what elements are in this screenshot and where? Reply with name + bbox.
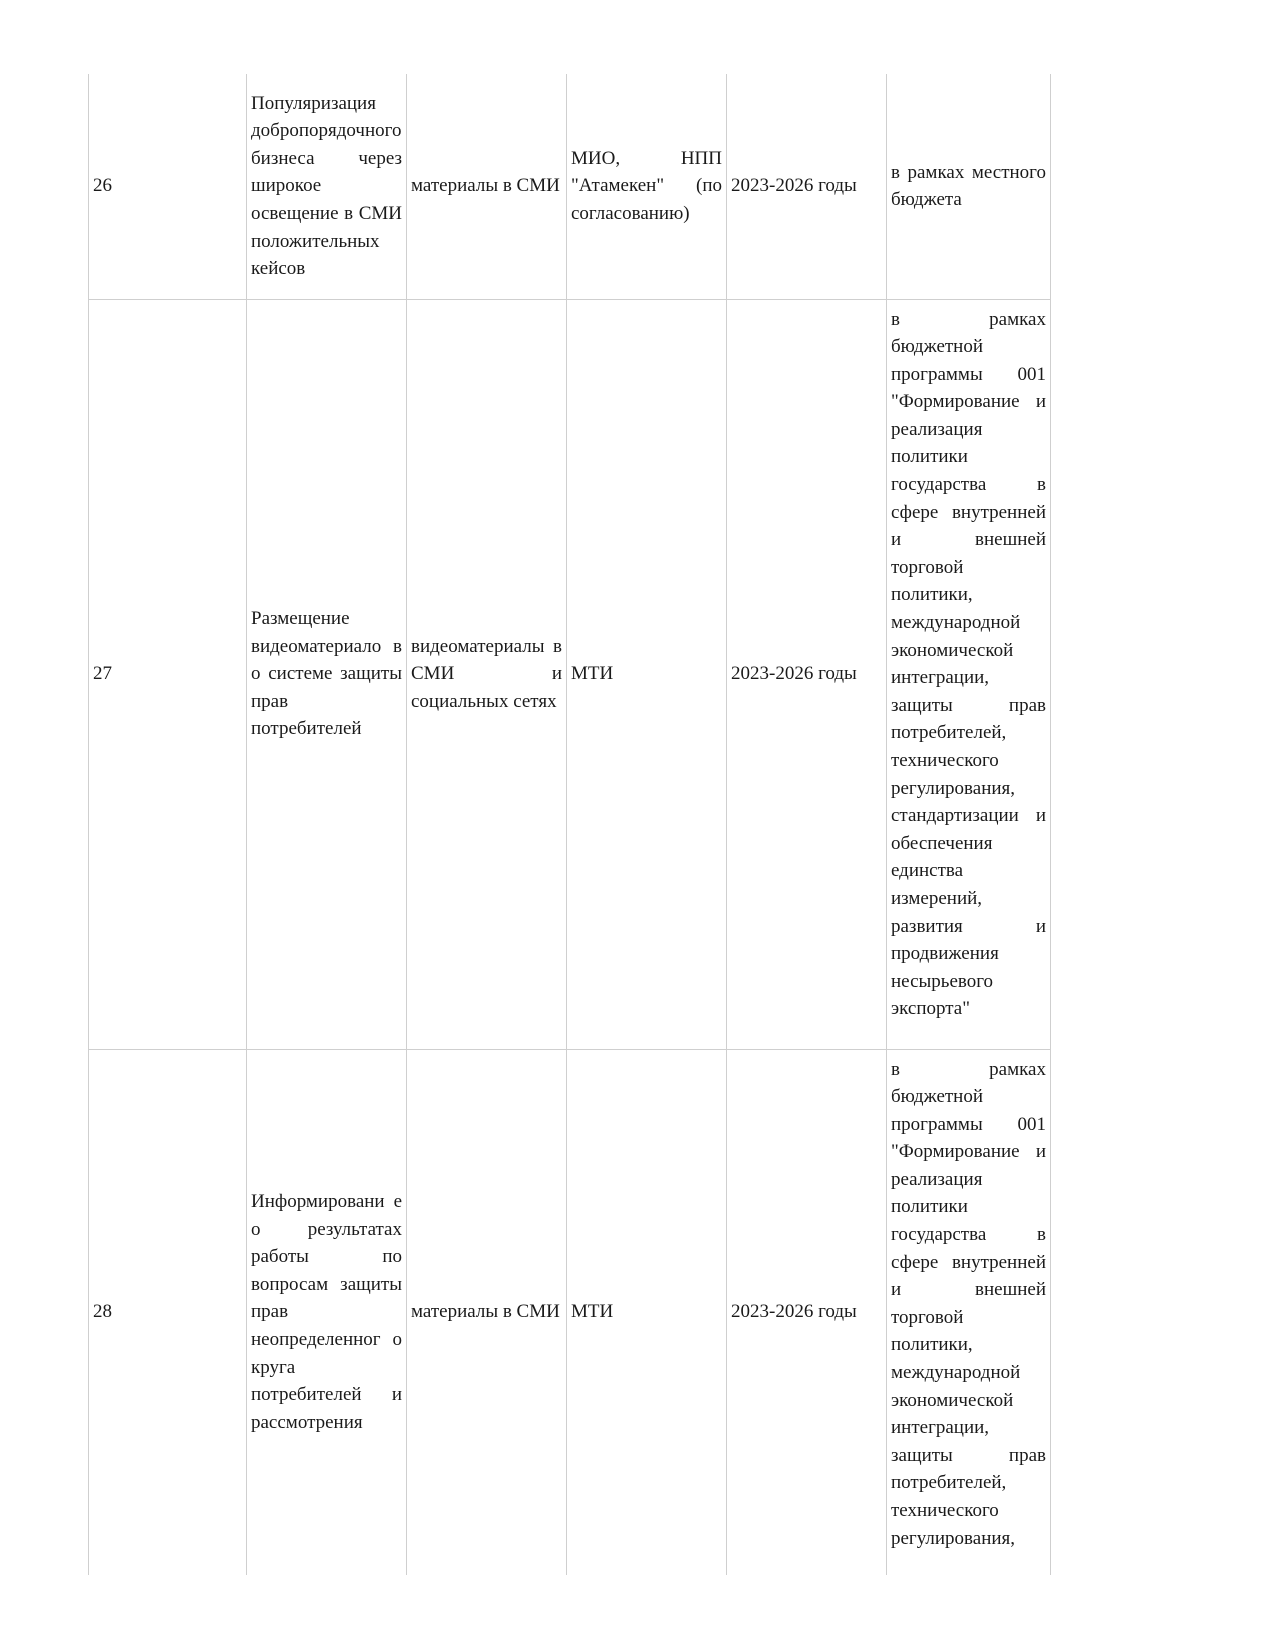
funding-cell: в рамках бюджетной программы 001 "Формирование и реализация политики государства в сфере внутренней и внешней торговой политики, международной экономической интеграции, защиты прав потребителей, технического регулирования, bbox=[887, 1049, 1051, 1575]
table-row bbox=[89, 1049, 1051, 1575]
event-cell: Информировани е о результатах работы по вопросам защиты прав неопределенног о круга потребителей и рассмотрения bbox=[247, 1049, 407, 1575]
event-cell: Популяризация добропорядочного бизнеса через широкое освещение в СМИ положительных кейсов bbox=[247, 74, 407, 299]
period-cell: 2023-2026 годы bbox=[727, 1049, 887, 1575]
funding-cell: в рамках бюджетной программы 001 "Формирование и реализация политики государства в сфере внутренней и внешней торговой политики, международной экономической интеграции, защиты прав потребителей, технического регулирования, стандартизации и обеспечения единства измерений, развития и продвижения несырьевого экспорта" bbox=[887, 299, 1051, 1049]
row-number: 27 bbox=[89, 299, 247, 1049]
responsible-cell: МТИ bbox=[567, 1049, 727, 1575]
form-cell: видеоматериалы в СМИ и социальных сетях bbox=[407, 299, 567, 1049]
row-number: 26 bbox=[89, 74, 247, 299]
period-cell: 2023-2026 годы bbox=[727, 74, 887, 299]
responsible-cell: МИО, НПП "Атамекен" (по согласованию) bbox=[567, 74, 727, 299]
funding-cell: в рамках местного бюджета bbox=[887, 74, 1051, 299]
period-cell: 2023-2026 годы bbox=[727, 299, 887, 1049]
plan-table bbox=[88, 74, 1051, 1575]
table-row bbox=[89, 299, 1051, 1049]
form-cell: материалы в СМИ bbox=[407, 1049, 567, 1575]
responsible-cell: МТИ bbox=[567, 299, 727, 1049]
event-cell: Размещение видеоматериало в о системе защиты прав потребителей bbox=[247, 299, 407, 1049]
form-cell: материалы в СМИ bbox=[407, 74, 567, 299]
row-number: 28 bbox=[89, 1049, 247, 1575]
table-row bbox=[89, 74, 1051, 299]
